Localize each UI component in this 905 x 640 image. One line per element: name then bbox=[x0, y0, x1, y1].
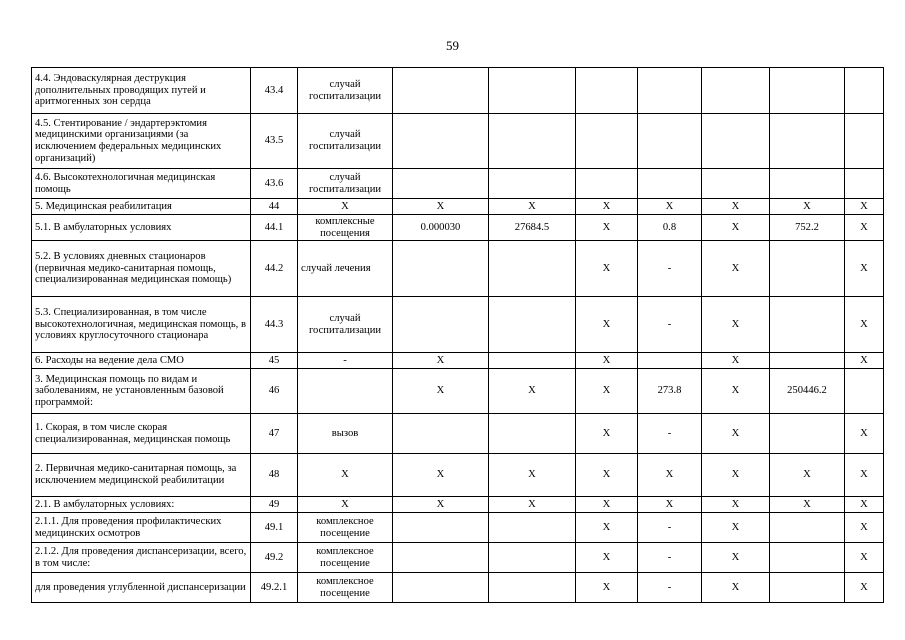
row-code: 43.6 bbox=[251, 169, 298, 199]
row-value: Х bbox=[702, 573, 770, 603]
row-value bbox=[638, 169, 702, 199]
row-name: 2.1.2. Для проведения диспансеризации, всего, в том числе: bbox=[32, 543, 251, 573]
row-value: Х bbox=[576, 297, 638, 353]
row-unit: комплексное посещение bbox=[298, 513, 393, 543]
row-value bbox=[393, 68, 489, 114]
row-code: 47 bbox=[251, 414, 298, 454]
page-number: 59 bbox=[446, 38, 459, 53]
row-value: Х bbox=[393, 199, 489, 215]
table-row bbox=[32, 68, 884, 114]
row-value: Х bbox=[393, 497, 489, 513]
row-name: 1. Скорая, в том числе скорая специализированная, медицинская помощь bbox=[32, 414, 251, 454]
row-value bbox=[702, 68, 770, 114]
row-value: Х bbox=[702, 513, 770, 543]
row-value bbox=[702, 114, 770, 169]
row-code: 46 bbox=[251, 369, 298, 414]
row-name: 2.1.1. Для проведения профилактических медицинских осмотров bbox=[32, 513, 251, 543]
row-value bbox=[489, 353, 576, 369]
row-value bbox=[770, 573, 845, 603]
row-value: Х bbox=[845, 573, 884, 603]
row-name: 5. Медицинская реабилитация bbox=[32, 199, 251, 215]
row-value: Х bbox=[576, 199, 638, 215]
row-value: Х bbox=[702, 199, 770, 215]
row-unit: Х bbox=[298, 199, 393, 215]
row-code: 44.3 bbox=[251, 297, 298, 353]
row-value bbox=[489, 169, 576, 199]
row-value bbox=[489, 241, 576, 297]
row-value: Х bbox=[845, 513, 884, 543]
table-row bbox=[32, 369, 884, 414]
row-value: Х bbox=[702, 297, 770, 353]
table-row bbox=[32, 199, 884, 215]
row-value: 27684.5 bbox=[489, 215, 576, 241]
row-name: 4.6. Высокотехнологичная медицинская помощь bbox=[32, 169, 251, 199]
row-value bbox=[770, 68, 845, 114]
row-unit: случай лечения bbox=[298, 241, 393, 297]
row-value bbox=[845, 68, 884, 114]
row-value: Х bbox=[489, 497, 576, 513]
row-value bbox=[489, 114, 576, 169]
row-value bbox=[845, 169, 884, 199]
row-code: 43.5 bbox=[251, 114, 298, 169]
row-unit: комплексное посещение bbox=[298, 573, 393, 603]
row-value: Х bbox=[489, 454, 576, 497]
row-value bbox=[393, 573, 489, 603]
row-value bbox=[393, 114, 489, 169]
row-value: Х bbox=[845, 543, 884, 573]
row-value bbox=[393, 543, 489, 573]
row-value: Х bbox=[576, 241, 638, 297]
table-row bbox=[32, 573, 884, 603]
row-value: Х bbox=[702, 353, 770, 369]
table-row bbox=[32, 414, 884, 454]
row-value bbox=[489, 513, 576, 543]
row-value bbox=[770, 241, 845, 297]
row-code: 44 bbox=[251, 199, 298, 215]
row-value bbox=[393, 241, 489, 297]
row-code: 48 bbox=[251, 454, 298, 497]
row-unit: комплексное посещение bbox=[298, 543, 393, 573]
row-value: Х bbox=[576, 543, 638, 573]
row-value: Х bbox=[702, 241, 770, 297]
table-row bbox=[32, 513, 884, 543]
row-value bbox=[393, 297, 489, 353]
row-code: 44.2 bbox=[251, 241, 298, 297]
row-value: Х bbox=[845, 215, 884, 241]
row-name: 4.4. Эндоваскулярная деструкция дополнительных проводящих путей и аритмогенных зон сердца bbox=[32, 68, 251, 114]
row-value: Х bbox=[393, 454, 489, 497]
row-unit: Х bbox=[298, 497, 393, 513]
row-value: Х bbox=[845, 497, 884, 513]
row-value bbox=[638, 114, 702, 169]
row-value: Х bbox=[576, 414, 638, 454]
row-value bbox=[576, 68, 638, 114]
row-value: Х bbox=[638, 497, 702, 513]
row-value: Х bbox=[702, 543, 770, 573]
row-value bbox=[393, 414, 489, 454]
row-value: Х bbox=[393, 369, 489, 414]
row-name: 2. Первичная медико-санитарная помощь, за исключением медицинской реабилитации bbox=[32, 454, 251, 497]
row-value bbox=[393, 513, 489, 543]
table-row bbox=[32, 543, 884, 573]
row-value bbox=[489, 414, 576, 454]
row-value: 0.000030 bbox=[393, 215, 489, 241]
row-value: Х bbox=[770, 199, 845, 215]
row-value: Х bbox=[845, 454, 884, 497]
row-value bbox=[770, 414, 845, 454]
row-value: - bbox=[638, 241, 702, 297]
row-code: 49.1 bbox=[251, 513, 298, 543]
row-value: Х bbox=[845, 297, 884, 353]
row-value: Х bbox=[393, 353, 489, 369]
row-unit: комплексные посещения bbox=[298, 215, 393, 241]
row-code: 49 bbox=[251, 497, 298, 513]
row-value bbox=[576, 114, 638, 169]
row-name: 4.5. Стентирование / эндартерэктомия медицинскими организациями (за исключением федеральных медицинских организаций) bbox=[32, 114, 251, 169]
row-value: Х bbox=[576, 497, 638, 513]
row-name: 3. Медицинская помощь по видам и заболеваниям, не установленным базовой программой: bbox=[32, 369, 251, 414]
row-value: - bbox=[638, 297, 702, 353]
row-value bbox=[770, 114, 845, 169]
row-value bbox=[770, 169, 845, 199]
row-value: 752.2 bbox=[770, 215, 845, 241]
row-value: - bbox=[638, 543, 702, 573]
row-name: 5.2. В условиях дневных стационаров (первичная медико-санитарная помощь, специализированная медицинская помощь) bbox=[32, 241, 251, 297]
row-name: для проведения углубленной диспансеризации bbox=[32, 573, 251, 603]
row-value: Х bbox=[702, 215, 770, 241]
row-value: 273.8 bbox=[638, 369, 702, 414]
row-value: Х bbox=[702, 369, 770, 414]
row-value: Х bbox=[576, 573, 638, 603]
row-value bbox=[489, 68, 576, 114]
row-value: 0.8 bbox=[638, 215, 702, 241]
row-value bbox=[770, 353, 845, 369]
row-value: Х bbox=[576, 513, 638, 543]
row-value bbox=[702, 169, 770, 199]
row-value: Х bbox=[770, 497, 845, 513]
row-value bbox=[576, 169, 638, 199]
row-value: Х bbox=[489, 369, 576, 414]
row-code: 43.4 bbox=[251, 68, 298, 114]
row-value: Х bbox=[845, 241, 884, 297]
row-value: Х bbox=[845, 414, 884, 454]
row-value: Х bbox=[845, 199, 884, 215]
table-row bbox=[32, 114, 884, 169]
row-value bbox=[489, 573, 576, 603]
row-unit: - bbox=[298, 353, 393, 369]
table-row bbox=[32, 353, 884, 369]
table-row bbox=[32, 297, 884, 353]
row-value bbox=[770, 513, 845, 543]
row-value: Х bbox=[702, 497, 770, 513]
row-value bbox=[845, 114, 884, 169]
row-code: 45 bbox=[251, 353, 298, 369]
table-row bbox=[32, 169, 884, 199]
table-row bbox=[32, 454, 884, 497]
row-value: Х bbox=[576, 369, 638, 414]
row-name: 6. Расходы на ведение дела СМО bbox=[32, 353, 251, 369]
row-value bbox=[845, 369, 884, 414]
row-name: 2.1. В амбулаторных условиях: bbox=[32, 497, 251, 513]
row-unit: случай госпитализации bbox=[298, 68, 393, 114]
row-value bbox=[489, 543, 576, 573]
table-row bbox=[32, 215, 884, 241]
row-value bbox=[489, 297, 576, 353]
row-value: Х bbox=[576, 353, 638, 369]
row-value bbox=[638, 68, 702, 114]
row-value bbox=[393, 169, 489, 199]
row-unit: случай госпитализации bbox=[298, 297, 393, 353]
row-value: Х bbox=[489, 199, 576, 215]
row-value: Х bbox=[770, 454, 845, 497]
row-value bbox=[770, 543, 845, 573]
row-code: 49.2.1 bbox=[251, 573, 298, 603]
row-value bbox=[770, 297, 845, 353]
table-row bbox=[32, 497, 884, 513]
row-value: - bbox=[638, 573, 702, 603]
row-value: Х bbox=[638, 454, 702, 497]
row-unit: случай госпитализации bbox=[298, 114, 393, 169]
row-code: 44.1 bbox=[251, 215, 298, 241]
row-value: Х bbox=[845, 353, 884, 369]
row-name: 5.3. Специализированная, в том числе высокотехнологичная, медицинская помощь, в условиях круглосуточного стационара bbox=[32, 297, 251, 353]
row-value: - bbox=[638, 414, 702, 454]
row-unit: Х bbox=[298, 454, 393, 497]
row-unit bbox=[298, 369, 393, 414]
data-table bbox=[31, 67, 884, 603]
row-value: Х bbox=[576, 454, 638, 497]
row-code: 49.2 bbox=[251, 543, 298, 573]
row-value: Х bbox=[638, 199, 702, 215]
row-value bbox=[638, 353, 702, 369]
row-unit: вызов bbox=[298, 414, 393, 454]
row-value: Х bbox=[702, 454, 770, 497]
table-row bbox=[32, 241, 884, 297]
row-unit: случай госпитализации bbox=[298, 169, 393, 199]
row-name: 5.1. В амбулаторных условиях bbox=[32, 215, 251, 241]
row-value: Х bbox=[702, 414, 770, 454]
row-value: - bbox=[638, 513, 702, 543]
row-value: 250446.2 bbox=[770, 369, 845, 414]
row-value: Х bbox=[576, 215, 638, 241]
